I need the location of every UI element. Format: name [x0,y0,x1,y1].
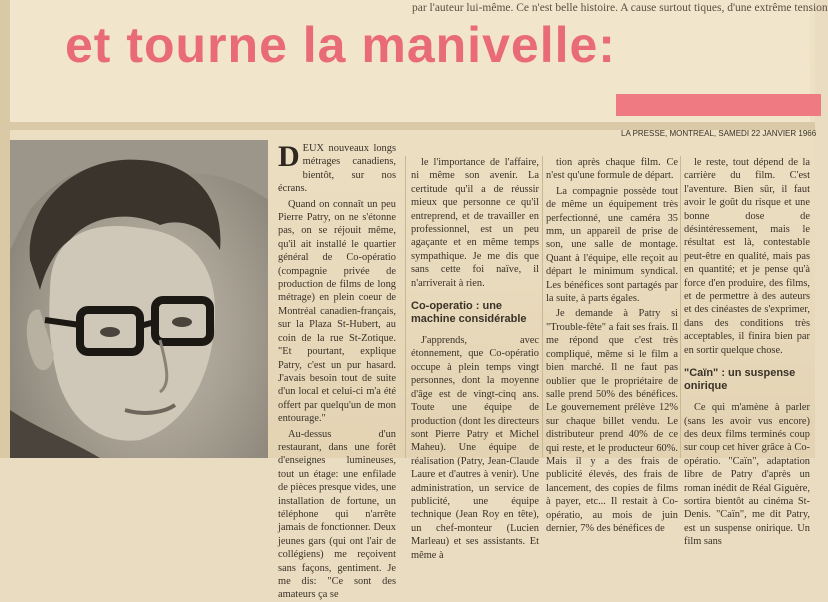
paragraph: Au-dessus d'un restaurant, dans une forêt d'enseignes lumineuses, tout un étage: une enfilade de pièces presque vides, une installation de fortune, un téléphone qui n'arrête jamais de fonctionner. Deux jeunes gars (qui ont l'air de collégiens) me reçoivent sans façons, gentiment. Je me dis: "Ce sont des amateurs ça se [278,428,397,601]
article-column-2 [411,156,539,561]
article-column-3 [546,156,678,534]
paragraph: le reste, tout dépend de la carrière du film. C'est l'aventure. Bien sûr, il faut avoir le goût du risque et une bonne dose de désintéressement, mais le résultat est là, contestable peut-être en qualité, mais pas en quantité; et je pense qu'à force d'en produire, des films, et de permettre à des auteurs et des cinéastes de s'exprimer, dans des conditions très acceptables, il finira bien par en sortir quelque chose. [684,157,810,356]
page-edge [0,0,10,458]
headline-strip [10,0,828,126]
decorative-band [616,94,821,116]
drop-cap: D [278,140,300,173]
headline: et tourne la manivelle: [65,17,616,73]
paragraph: La compagnie possède tout de même un équipement très perfectionné, une caméra 35 mm, un appareil de prise de son, une salle de montage. Quant à l'équipe, elle reçoit au départ le minimum syndical. Les bénéfices sont partagés par la suite, à parts égales. [546,185,678,305]
paragraph: Je demande à Patry si "Trouble-fête" a fait ses frais. Il me répond que c'est très compliqué, même si le film a bien marché. Il ne faut pas oublier que le propriétaire de salle prend 50% des bénéfices. Le gouvernement prélève 12% sur chaque billet vendu. Le distributeur prend 40% de ce qui reste, et le producteur 60%. Mais il y a des frais de publicité élevés, des frais de lancement, des copies de films à payer, etc... Il restait à Co-opératio, au mois de juin dernier, 7% des bénéfices de [546,308,678,534]
paragraph: tion après chaque film. Ce n'est qu'une formule de départ. [546,157,678,182]
subheading: Co-operatio : une machine considérable [411,300,527,326]
clipped-top-text: par l'auteur lui-même. Ce n'est belle histoire. A cause surtout tiques, d'une extrême tension [412,2,828,14]
portrait-photo [10,140,268,458]
article-column-1 [278,140,397,601]
article-column-4 [684,156,810,548]
paragraph: Ce qui m'amène à parler (sans les avoir vus encore) des deux films terminés coup sur coup cet hiver grâce à Co-opératio. "Caïn", adaptation libre de Patry d'après un roman inédit de Réal Giguère, sortira bientôt au cinéma St-Denis. "Caïn", me dit Patry, est un suspense onirique. Un film sans [684,402,810,548]
paragraph: le l'importance de l'affaire, ni même son avenir. La certitude qu'il a de réussir mieux que personne ce qu'il entreprend, et de travailler en professionnel, est un peu agaçante et en même temps sympathique. Je me dis que sans cette foi naïve, il n'arriverait à rien. [411,157,539,289]
dateline: LA PRESSE, MONTREAL, SAMEDI 22 JANVIER 1966 [621,129,817,138]
portrait-illustration [10,140,268,458]
column-rule [680,156,681,458]
paragraph: Quand on connaît un peu Pierre Patry, on ne s'étonne pas, on se réjouit même, qu'il ait installé le quartier général de Co-opératio (compagnie privée de production de films de long métrage) en plein coeur de Montréal canadien-français, sur la Plaza St-Hubert, au coin de la rue St-Zotique. "Et pourtant, explique Patry, c'est un pur hasard. J'avais besoin tout de suite d'un local et celui-ci m'a été offert par quelqu'un de mon entourage." [278,198,396,425]
column-rule [542,156,543,458]
column-rule [405,156,406,458]
lead-paragraph [278,142,396,196]
paragraph: J'apprends, avec étonnement, que Co-opératio occupe à plein temps vingt personnes, dont la moyenne d'âge est de vingt-cinq ans. Toute une équipe de production (dont les directeurs sont Pierre Patry et Michel Maheu). Une équipe de réalisation (Patry, Jean-Claude Laure et d'autres à venir). Une administration, un service de publicité, une équipe technique (Jean Roy en tête), un chef-monteur (Lucien Marleau) et ses assistants. Et même à [411,335,539,561]
lead-text: EUX nouveaux longs métrages canadiens, bientôt, sur nos écrans. [278,143,396,195]
subheading: "Caïn" : un suspense onirique [684,367,796,393]
